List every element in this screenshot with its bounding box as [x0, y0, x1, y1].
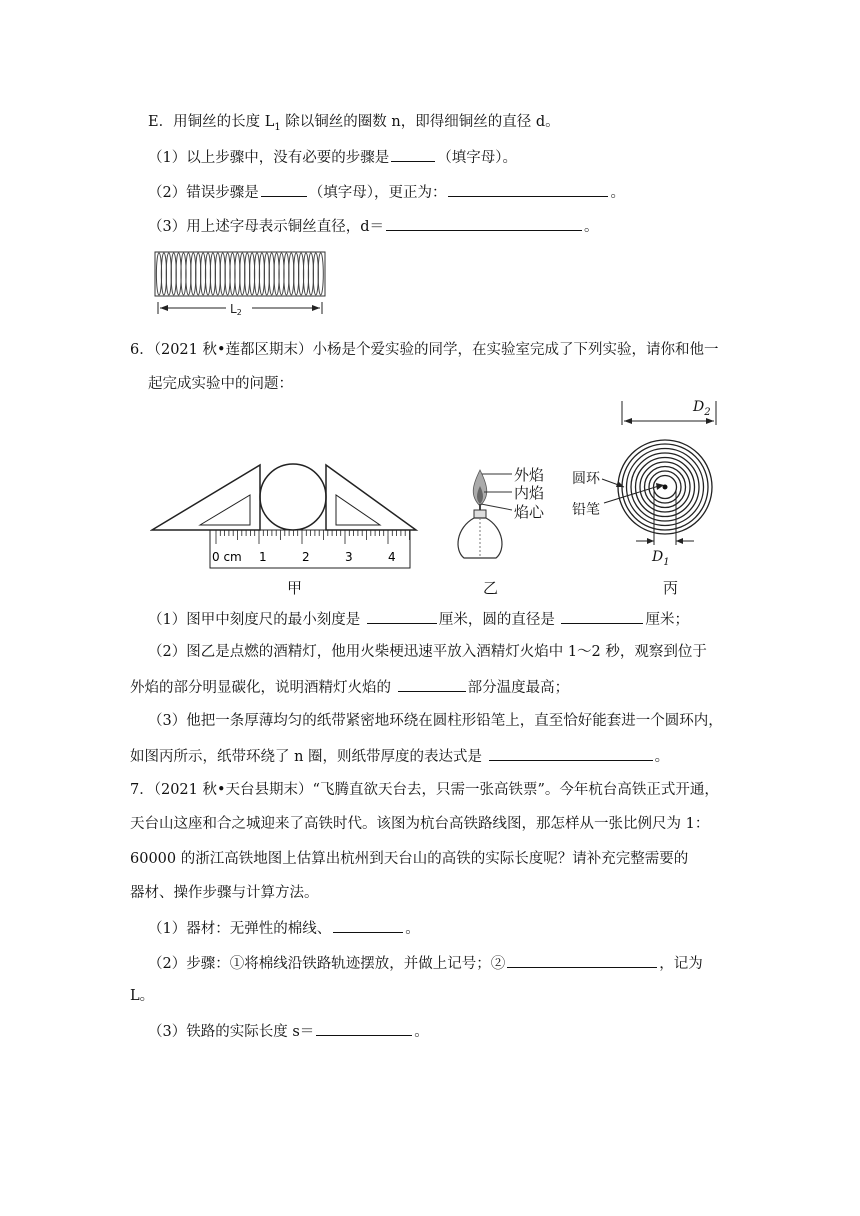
- q5-p2-text: （2）错误步骤是: [148, 185, 259, 201]
- q7-intro-line4: 器材、操作步骤与计算方法。: [130, 885, 319, 901]
- q5-p3-blank[interactable]: [386, 215, 582, 231]
- label-outer-flame: 外焰: [514, 466, 545, 484]
- q7-p1-blank[interactable]: [333, 917, 403, 933]
- ruler-label-1: 1: [259, 550, 267, 564]
- q5-p2-text2: （填字母），更正为：: [308, 185, 447, 201]
- q5-p3-text: （3）用上述字母表示铜丝直径，d＝: [148, 219, 385, 235]
- q5-part1: [148, 146, 517, 168]
- q6-p1-blank1[interactable]: [367, 608, 437, 624]
- coil-l2-label: L: [230, 302, 237, 316]
- q5-step-e-rest: 除以铜丝的圈数 n，即得细铜丝的直径 d。: [280, 114, 560, 130]
- q5-p1-text: （1）以上步骤中，没有必要的步骤是: [148, 150, 390, 166]
- label-inner-flame: 内焰: [514, 484, 545, 502]
- coil-windings: [156, 253, 323, 295]
- q7-p2-blank[interactable]: [507, 952, 657, 968]
- q5-step-e-sub: 1: [274, 121, 281, 133]
- label-ring: 圆环: [572, 471, 600, 487]
- q6-p1-text: （1）图甲中刻度尺的最小刻度是: [148, 612, 361, 628]
- q6-p3-text2: 。: [654, 749, 670, 765]
- ruler-label-3: 3: [345, 550, 353, 564]
- q5-p2-blank2[interactable]: [448, 181, 608, 197]
- q7-part2-line2: L。: [130, 988, 155, 1004]
- label-d2: $D_2$: [693, 399, 711, 418]
- ruler-label-2: 2: [302, 550, 310, 564]
- q7-p3-text2: 。: [414, 1024, 429, 1040]
- ruler-label-0: 0 cm: [212, 550, 242, 564]
- q6-p3-text: 如图丙所示，纸带环绕了 n 圈，则纸带厚度的表达式是: [130, 749, 483, 765]
- q6-p1-text3: 厘米；: [645, 612, 689, 628]
- caption-yi: 乙: [483, 579, 499, 597]
- q6-p1-text2: 厘米，圆的直径是: [438, 612, 555, 628]
- q5-part2: [148, 181, 625, 203]
- label-pencil: 铅笔: [572, 502, 600, 518]
- q6-part3-line1: （3）他把一条厚薄均匀的纸带紧密地环绕在圆柱形铅笔上，直至恰好能套进一个圆环内，: [148, 713, 723, 729]
- q6-part2-line1: （2）图乙是点燃的酒精灯，他用火柴梗迅速平放入酒精灯火焰中 1～2 秒，观察到位于: [148, 644, 707, 660]
- q7-p3-blank[interactable]: [316, 1020, 412, 1036]
- q7-part3: [148, 1020, 429, 1042]
- q5-step-e: [148, 112, 560, 138]
- q5-p1-blank[interactable]: [391, 146, 435, 162]
- q7-intro-line2: 天台山这座和合之城迎来了高铁时代。该图为杭台高铁路线图，那怎样从一张比例尺为 1：: [130, 816, 710, 832]
- q6-intro-line2: 起完成实验中的问题：: [148, 376, 293, 392]
- q7-p1-text2: 。: [405, 921, 420, 937]
- q6-p2-text: 外焰的部分明显碳化，说明酒精灯火焰的: [130, 680, 391, 696]
- q5-part3: [148, 215, 599, 237]
- caption-bing: 丙: [663, 579, 679, 597]
- label-d1: $D_1$: [652, 549, 670, 568]
- q6-p1-blank2[interactable]: [561, 608, 643, 624]
- q5-p1-text2: （填字母）。: [437, 150, 517, 166]
- q6-p2-blank[interactable]: [398, 676, 466, 692]
- q7-p2-text2: ，记为: [659, 956, 703, 972]
- label-flame-core: 焰心: [514, 503, 545, 521]
- q6-intro-line1: 6．（2021 秋•莲都区期末）小杨是个爱实验的同学，在实验室完成了下列实验，请你和他一: [130, 342, 719, 358]
- q7-p3-text: （3）铁路的实际长度 s＝: [148, 1024, 315, 1040]
- q6-part2-line2: [130, 676, 569, 698]
- coil-l2-sub: 2: [236, 308, 242, 317]
- figure-jia: [150, 455, 440, 585]
- ruler-label-4: 4: [388, 550, 396, 564]
- copper-coil-figure: [150, 250, 330, 320]
- q5-p2-text3: 。: [610, 185, 625, 201]
- q5-p3-text2: 。: [584, 219, 599, 235]
- q7-part2: [148, 952, 703, 974]
- concentric-rings: [618, 440, 712, 534]
- q6-part1: [148, 608, 689, 630]
- q6-part3-line2: [130, 745, 669, 767]
- q7-p2-text: （2）步骤：①将棉线沿铁路轨迹摆放，并做上记号；②: [148, 956, 506, 972]
- q5-p2-blank1[interactable]: [261, 181, 307, 197]
- q6-p2-text2: 部分温度最高；: [467, 680, 570, 696]
- q7-intro-line3: 60000 的浙江高铁地图上估算出杭州到天台山的高铁的实际长度呢？请补充完整需要的: [130, 851, 689, 867]
- q5-step-e-text: E．用铜丝的长度 L: [148, 114, 275, 130]
- q7-part1: [148, 917, 420, 939]
- q7-intro-line1: 7．（2021 秋•天台县期末）“飞腾直欲天台去，只需一张高铁票”。今年杭台高铁正式开通，: [130, 782, 719, 798]
- ruler-ticks: [216, 530, 410, 544]
- q6-p3-blank[interactable]: [489, 745, 653, 761]
- caption-jia: 甲: [287, 579, 303, 597]
- q7-p1-text: （1）器材：无弹性的棉线、: [148, 921, 332, 937]
